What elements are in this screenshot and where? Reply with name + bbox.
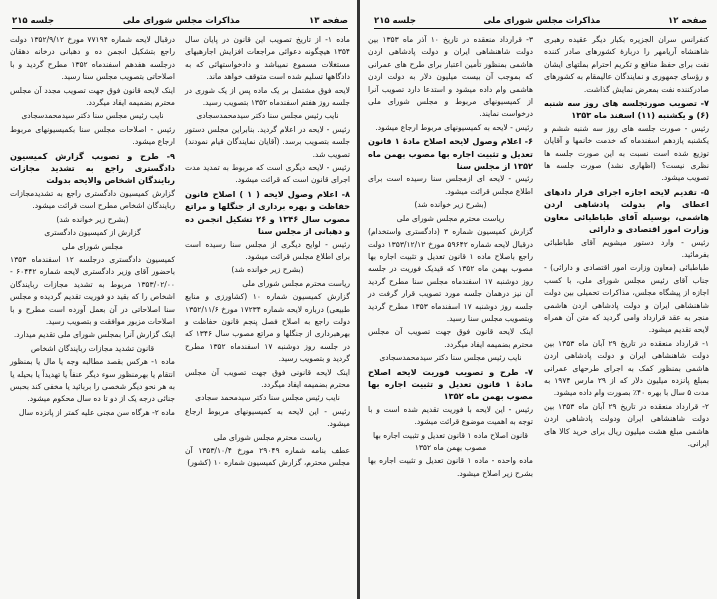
page-number: صفحه ۱۳ <box>309 16 348 26</box>
session-number: جلسه ۲۱۵ <box>374 16 416 26</box>
paragraph: ریاست محترم مجلس شورای ملی <box>242 278 350 288</box>
paragraph: رئیس - وارد دستور میشویم آقای طباطبائی بفرمائید. <box>544 237 709 259</box>
section-heading: ۶- اعلام وصول لایحه اصلاح مادهٔ ۱ قانون تعدیل و تثبیت اجاره بها مصوب بهمن ماه ۱۳۵۲ از مجلس سنا <box>368 136 533 172</box>
right-page <box>362 0 717 599</box>
paragraph: نایب رئیس مجلس سنا دکتر سیدمحمدسجادی <box>379 353 522 363</box>
paragraph: گزارش کمیسیون دادگستری راجع به تشدیدمجازات ربایندگان اشخاص مطرح است قرائت میشود. <box>10 188 175 211</box>
paragraph: رئیس - اصلاحات مجلس سنا بکمیسیونهای مربوط ارجاع میشود. <box>10 124 175 147</box>
paragraph: طباطبائی (معاون وزارت امور اقتصادی و دارائی) - جناب آقای رئیس مجلس شورای ملی، با کسب اجازه از پیشگاه مجلس، مذاکرات تحمیلی بین دولت شاهنشاهی ایران و دولت پادشاهی اردن هاشمی منجر به عقد قرارداد وامی گردید که متن آن همراه لایحه تقدیم میشود. <box>544 263 709 335</box>
paragraph: رئیس - لایحه ای ازمجلس سنا رسیده است برای اطلاع مجلس قرائت میشود. <box>368 174 533 196</box>
paragraph: رئیس - این لایحه به کمیسیونهای مربوط ارجاع میشود. <box>185 406 350 429</box>
section-heading: ۷- طرح و تصویب فوریت لایحه اصلاح مادهٔ ۱ قانون تعدیل و تثبیت اجاره بها مصوب بهمن ماه ۱۳۵۲ <box>368 366 534 402</box>
paragraph: ماده ۲- هرگاه سن مجنی علیه کمتر از پانزده سال <box>18 407 175 417</box>
paragraph: رئیس - این لایحه با فوریت تقدیم شده است و با توجه به اهمیت موضوع قرائت میشود. <box>368 404 533 427</box>
paragraph: ماده ۱- از تاریخ تصویب این قانون در پایان سال ۱۳۵۴ هیچگونه دعوائی مراجعات افزایش اجارهبهای مستغلات مسموع نمیباشد و دادخواستهائی که به دادگاهها تسلیم شده است متوقف خواهد ماند. <box>185 35 350 82</box>
paragraph: ماده ۱- هرکس بقصد مطالبه وجه یا مال یا بمنظور انتقام یا بهرمنظور سوء دیگر عنفاً یا تهدیداً یا بحیله یا به هر نحو دیگر شخصی را بربائید یا مخفی کند بحبس جنائی درجه یک از دو تا ده سال محکوم میشود. <box>10 357 175 404</box>
paragraph: ریاست محترم مجلس شورای ملی <box>213 432 322 442</box>
paragraph: عطف بنامه شماره ۲۹۰۴۹ مورخ ۱۳۵۳/۱۰/۴ آن مجلس محترم، گزارش کمیسیون شماره ۱۰ (کشور) <box>185 446 351 468</box>
running-title: مذاکرات مجلس شورای ملی <box>483 16 601 26</box>
paragraph: رئیس - لایحه دیگری است که مربوط به تمدید مدت اجرای قانون است که قرائت میشود. <box>185 163 350 185</box>
section-heading: ۹- طرح و تصویب گزارش کمیسیون دادگستری راجع به تشدید مجازات ربایندگان اشخاص والایحه بدولت <box>10 150 175 186</box>
paragraph: قانون اصلاح ماده ۱ قانون تعدیل و تثبیت اجاره بها مصوب بهمن ماه ۱۳۵۲ <box>372 430 529 452</box>
paragraph: کنفرانس سران الجزیره بکبار دیگر عقیده رهبری شاهنشاه آریامهر را دربارهٔ کشورهای صادر کننده نفت برای حفظ منافع و تکریم احترام بملتهای ایشان و رؤسای جمهوری و نمایندگان عالیمقام به کشورهای صادرکننده نفت بمعرض نمایش گذاشت. <box>544 35 709 94</box>
paragraph: لایحه فوق مشتمل بر یک ماده پس از یک شوری در جلسه روز هفتم اسفندماه ۱۳۵۲ بتصویب رسید. <box>185 85 350 108</box>
section-heading: ۷- تصویب صورتجلسه های روز سه شنبه (۶) و یکشنبه (۱۱) اسفند ماه ۱۳۵۳ <box>544 98 709 121</box>
paragraph: (بشرح زیر خوانده شد) <box>414 200 487 210</box>
paragraph: ۲- قرارداد منعقده در تاریخ ۲۹ آبان ماه ۱۳۵۳ بین دولت شاهنشاهی ایران ودولت پادشاهی اردن هاشمی مبلغ هشت میلیون ریال برای خرید کالا های ایرانی. <box>544 401 709 448</box>
paragraph: نایب رئیس مجلس سنا دکتر سیدمحمد سجادی <box>195 393 340 403</box>
paragraph: ۱- قرارداد منعقده در تاریخ ۲۹ آبان ماه ۱۳۵۳ بین دولت شاهنشاهی ایران و دولت پادشاهی اردن هاشمی بمنظور کمک به اجرای طرحهای عمرانی بمبلغ پانزده میلیون دلار که از ۲۹ مارس ۱۹۷۴ به مدت ۵ سال با بهره ۴۰٪ بصورت وام داده میشود. <box>544 338 709 398</box>
page-header <box>12 12 348 29</box>
paragraph: درقبال لایحه شماره ۷۷۱۹۴ مورخ ۱۳۵۲/۹/۱۲ دولت راجع بتشکیل انجمن ده و دهبانی درخانه دهقان درجلسه هفدهم اسفندماه ۱۳۵۲ مطرح گردید و با اصلاحاتی بتصویب مجلس سنا رسید. <box>10 35 176 82</box>
paragraph: نایب رئیس مجلس سنا دکتر سیدمحمدسجادی <box>196 111 339 121</box>
paragraph: رئیس - لوایح دیگری از مجلس سنا رسیده است برای اطلاع مجلس قرائت میشود. <box>185 239 350 261</box>
paragraph: اینک لایحه قانون فوق جهت تصویب آن مجلس محترم بضمیمه ایفاد میگردد. <box>368 327 533 349</box>
page-header <box>374 12 707 29</box>
paragraph: اینک گزارش آنرا بمجلس شورای ملی تقدیم میدارد. <box>13 330 175 340</box>
section-heading: ۸- اعلام وصول لایحه ( ۱ ) اصلاح قانون حفاظت و بهره برداری از جنگلها و مراتع مصوب سال ۱۳۴۶ و ۲۶ تشکیل انجمن ده و دهبانی از مجلس سنا <box>185 188 350 237</box>
paragraph: گزارش کمیسیون شماره ۱۰ (کشاورزی و منابع طبیعی) درباره لایحه شماره ۱۷۲۳۴ مورخ ۱۳۵۲/۱۱/۶ دولت راجع به اصلاح فصل پنجم قانون حفاظت و بهرهبرداری از جنگلها و مراتع مصوب سال ۱۳۴۶ که در جلسه روز دوشنبه ۱۷ اسفندماه ۱۳۵۲ مطرح گردید و بتصویب رسید. <box>185 292 351 364</box>
page-number: صفحه ۱۲ <box>668 16 707 26</box>
paragraph: گزارش از کمیسیون دادگستری <box>44 228 141 238</box>
paragraph: ۳- قرارداد منعقده در تاریخ ۱۰ آذر ماه ۱۳۵۳ بین دولت شاهنشاهی ایران و دولت پادشاهی اردن هاشمی بمنظور تأمین اعتبار برای طرح های عمرانی که بموجب آن بیست میلیون دلار به دولت اردن هاشمی وام داده میشود و استدعا دارد تصویب آنرا از کمیسیونهای مربوط و مجلس شورای ملی درخواست نمایند. <box>368 35 533 119</box>
running-title: مذاکرات مجلس شورای ملی <box>122 16 241 26</box>
paragraph: رئیس - صورت جلسه های روز سه شنبه ششم و یکشنبه یازدهم اسفندماه که خدمت خانمها و آقایان توزیع شده است نسبت به این صورت جلسه ها نظری نیست؟ (اظهاری نشد) صورت جلسه ها تصویب میشود. <box>544 123 709 183</box>
section-heading: ۵- تقدیم لایحه اجازه اجرای قرار دادهای اعطای وام بدولت پادشاهی اردن هاشمی، بوسیله آقای طباطبائی معاون وزارت امور اقتصادی و دارائی <box>544 186 709 235</box>
paragraph: (بشرح زیر خوانده شد) <box>56 214 129 224</box>
left-page <box>0 0 358 599</box>
session-number: جلسه ۲۱۵ <box>12 16 54 26</box>
paragraph: رئیس - لایحه در اعلام گردید. بنابراین مجلس دستور جلسه بتصویب برسد. (آقایان نمایندگان قیام نمودند) تصویب شد. <box>185 124 350 159</box>
text-column-left <box>10 34 175 420</box>
paragraph: ریاست محترم مجلس شورای ملی <box>396 213 505 223</box>
paragraph: نایب رئیس مجلس سنا دکتر سیدمحمدسجادی <box>21 111 164 121</box>
paragraph: ماده واحده - ماده ۱ قانون تعدیل و تثبیت اجاره بها بشرح زیر اصلاح میشود. <box>368 456 533 478</box>
paragraph: کمیسیون دادگستری درجلسه ۱۲ اسفندماه ۱۳۵۳ باحضور آقای وزیر دادگستری لایحه شماره ۶۰۴۴۲ - ۱۳۵۳/۰۲/۰۰ مربوط به تشدید مجازات ربایندگان اشخاص را که بقید دو فوریت تقدیم گردیده و مجلس سنا اصلاحاتی در آن بعمل آورده است مطرح و با اصلاحات مزبور موافقت و بتصویب رسید. <box>10 254 176 326</box>
paragraph: اینک لایحه قانونی فوق جهت تصویب آن مجلس محترم بضمیمه ایفاد میگردد. <box>185 367 350 389</box>
paragraph: گزارش کمیسیون شماره ۳ (دادگستری واستخدام) درقبال لایحه شماره ۵۹۶۴۲ مورخ ۱۳۵۳/۱۲/۱۲ دولت راجع باصلاح ماده ۱ قانون تعدیل و تثبیت اجاره بها مصوب بهمن ماه ۱۳۵۲ که قیدیک فوریت در جلسه روز دوشنبه ۱۷ اسفندماه مجلس سنا مطرح گردید آن نیز درهمان جلسه مورد تصویب قرار گرفت در جلسه روز دوشنبه ۱۷ اسفندماه ۱۳۵۳ مطرح گردید وبتصویب مجلس سنا رسید. <box>368 227 534 323</box>
text-column-right <box>544 34 709 451</box>
text-column-right <box>185 34 350 471</box>
paragraph: مجلس شورای ملی <box>62 241 123 251</box>
paragraph: اینک لایحه قانون فوق جهت تصویب مجدد آن مجلس محترم بضمیمه ایفاد میگردد. <box>10 85 175 108</box>
text-column-left <box>368 34 533 481</box>
paragraph: قانون تشدید مجازات ربایندگان اشخاص <box>30 343 155 353</box>
paragraph: رئیس - لایحه به کمیسیونهای مربوط ارجاع میشود. <box>375 122 533 132</box>
paragraph: (بشرح زیر خوانده شد) <box>231 265 304 275</box>
